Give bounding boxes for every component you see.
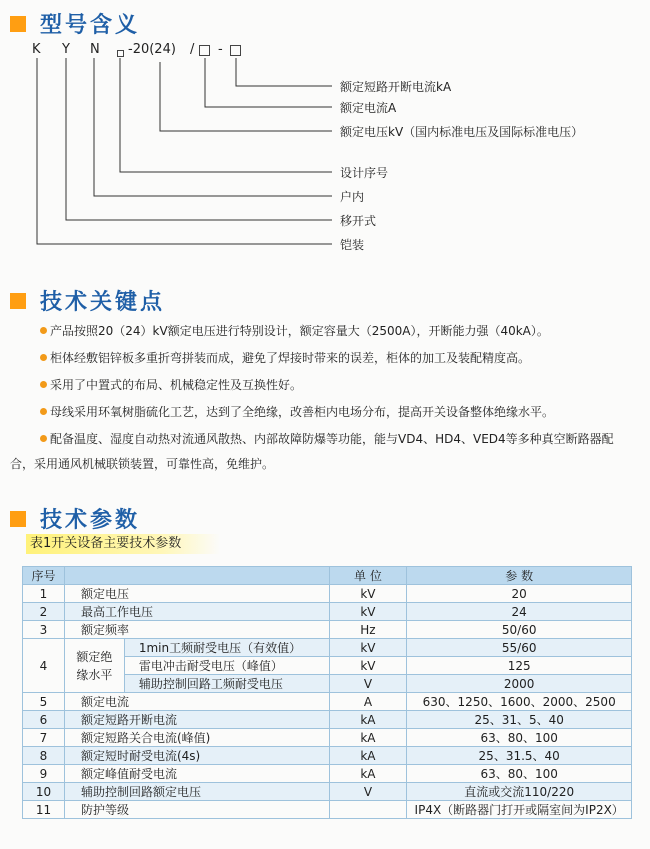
table-row: 9 额定峰值耐受电流 kA 63、80、100 xyxy=(23,765,632,783)
label-rated-voltage: 额定电压kV（国内标准电压及国际标准电压） xyxy=(340,125,584,139)
feature-item: 母线采用环氧树脂硫化工艺，达到了全绝缘，改善柜内电场分布，提高开关设备整体绝缘水平。 xyxy=(40,403,640,421)
orange-square-icon xyxy=(10,511,26,527)
bullet-dot-icon xyxy=(40,381,47,388)
code-y: Y xyxy=(62,42,70,57)
feature-item: 采用了中置式的布局、机械稳定性及互换性好。 xyxy=(40,376,640,394)
label-design-number: 设计序号 xyxy=(340,166,389,180)
feature-item: 柜体经敷铝锌板多重折弯拼装而成，避免了焊接时带来的误差，柜体的加工及装配精度高。 xyxy=(40,349,640,367)
table-row: 4 额定绝缘水平 1min工频耐受电压（有效值） kV 55/60 xyxy=(23,639,632,657)
table-row: 雷电冲击耐受电压（峰值） kV 125 xyxy=(23,657,632,675)
insulation-level-label: 额定绝缘水平 xyxy=(64,639,124,693)
section-title: 技术参数 xyxy=(40,508,141,533)
table-row: 7 额定短路关合电流(峰值) kA 63、80、100 xyxy=(23,729,632,747)
table-row: 11 防护等级 IP4X（断路器门打开或隔室间为IP2X） xyxy=(23,801,632,819)
code-k: K xyxy=(32,42,41,57)
table-row: 2 最高工作电压 kV 24 xyxy=(23,603,632,621)
section-features-heading xyxy=(10,285,165,316)
code-dash: - xyxy=(218,42,223,57)
label-breaking-current: 额定短路开断电流kA xyxy=(340,80,452,94)
spec-table xyxy=(22,566,632,819)
table-row: 3 额定频率 Hz 50/60 xyxy=(23,621,632,639)
header-item xyxy=(64,567,329,585)
label-armored: 铠装 xyxy=(340,238,365,252)
orange-square-icon xyxy=(10,293,26,309)
bullet-dot-icon xyxy=(40,435,47,442)
feature-item: 配备温度、湿度自动热对流通风散热、内部故障防爆等功能，能与VD4、HD4、VED4等多种真空断路器配 xyxy=(40,430,640,448)
table-header-row xyxy=(23,567,632,585)
header-value: 参 数 xyxy=(407,567,632,585)
section-params-heading xyxy=(10,503,140,534)
table-caption: 表1开关设备主要技术参数 xyxy=(26,534,220,554)
table-row: 5 额定电流 A 630、1250、1600、2000、2500 xyxy=(23,693,632,711)
label-withdrawable: 移开式 xyxy=(340,214,377,228)
table-row: 6 额定短路开断电流 kA 25、31、5、40 xyxy=(23,711,632,729)
bullet-dot-icon xyxy=(40,327,47,334)
header-no: 序号 xyxy=(23,567,65,585)
bullet-dot-icon xyxy=(40,408,47,415)
table-row: 8 额定短时耐受电流(4s) kA 25、31.5、40 xyxy=(23,747,632,765)
header-unit: 单 位 xyxy=(329,567,407,585)
section-title: 型号含义 xyxy=(40,13,141,38)
section-title: 技术关键点 xyxy=(40,290,166,315)
code-voltage: -20(24) xyxy=(128,42,176,57)
label-rated-current: 额定电流A xyxy=(340,101,397,115)
bullet-dot-icon xyxy=(40,354,47,361)
code-n: N xyxy=(90,42,100,57)
label-indoor: 户内 xyxy=(340,190,365,204)
table-row: 10 辅助控制回路额定电压 V 直流或交流110/220 xyxy=(23,783,632,801)
table-row: 辅助控制回路工频耐受电压 V 2000 xyxy=(23,675,632,693)
feature-item-continued: 合，采用通风机械联锁装置，可靠性高，免维护。 xyxy=(10,457,275,471)
feature-item: 产品按照20（24）kV额定电压进行特别设计，额定容量大（2500A），开断能力强（40kA）。 xyxy=(40,322,640,340)
code-slash: / xyxy=(190,42,195,57)
table-row: 1 额定电压 kV 20 xyxy=(23,585,632,603)
